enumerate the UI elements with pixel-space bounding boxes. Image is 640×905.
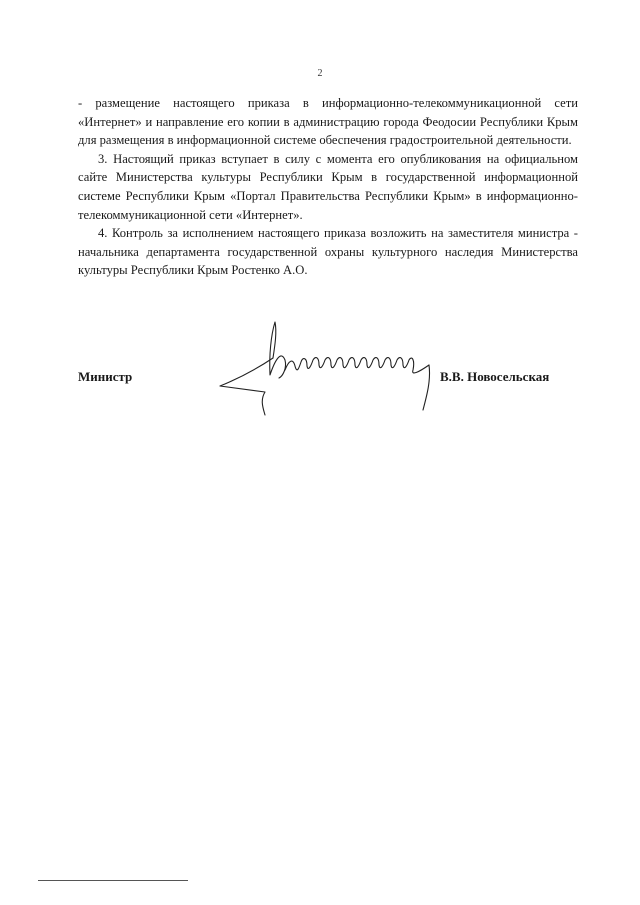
signatory-title: Министр	[78, 369, 133, 384]
paragraph-effective-date: 3. Настоящий приказ вступает в силу с момента его опубликования на официальном сайте Министерства культуры Республики Крым в государственной информационной системе Республики Крым «Портал Правительства Республики Крым» в информационно-телекоммуникационной сети «Интернет».	[78, 151, 578, 222]
paragraph-control: 4. Контроль за исполнением настоящего приказа возложить на заместителя министра - начальника департамента государственной охраны культурного наследия Министерства культуры Республики Крым Ростенко А.О.	[78, 226, 578, 278]
document-body	[78, 94, 578, 280]
handwritten-signature	[215, 320, 455, 420]
page-number: 2	[317, 68, 323, 79]
signature-block	[0, 320, 640, 420]
paragraph-publication: - размещение настоящего приказа в информационно-телекоммуникационной сети «Интернет» и направление его копии в администрацию города Феодосии Республики Крым для размещения в информационной системе обеспечения градостроительной деятельности.	[78, 96, 578, 148]
footer-rule	[38, 880, 188, 881]
signatory-name: В.В. Новосельская	[440, 369, 550, 384]
